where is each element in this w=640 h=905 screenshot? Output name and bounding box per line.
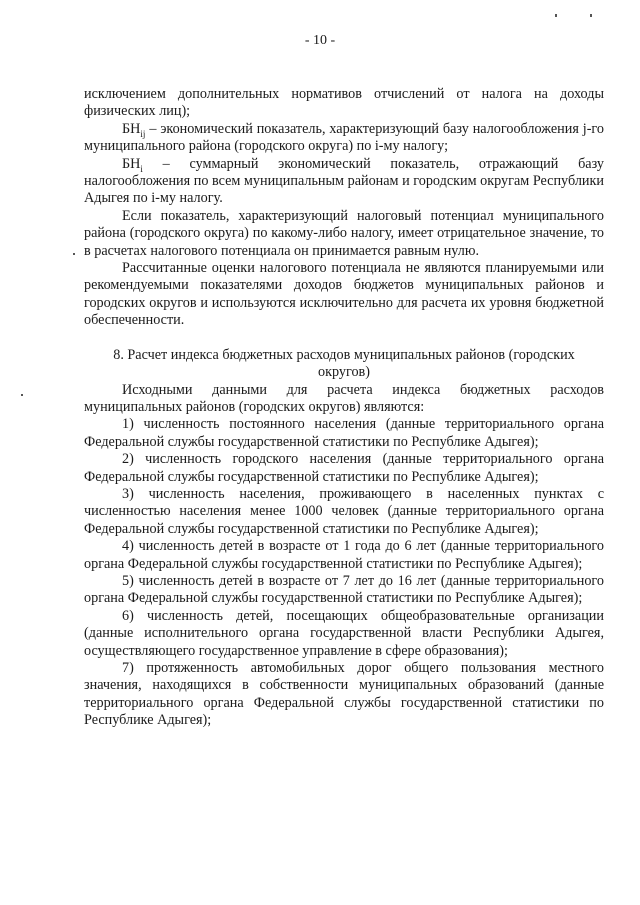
symbol-bn: БН xyxy=(122,120,141,137)
list-item: 4) численность детей в возрасте от 1 года до 6 лет (данные территориального органа Федеральной службы государственной статистики по Республике Адыгея); xyxy=(84,538,604,572)
paragraph-bn-i xyxy=(84,156,604,208)
paragraph-bn-ij xyxy=(84,121,604,156)
symbol-bn: БН xyxy=(122,155,141,172)
page-number: - 10 - xyxy=(304,33,336,48)
section-intro: Исходными данными для расчета индекса бюджетных расходов муниципальных районов (городских округов) являются: xyxy=(84,381,604,415)
list-item: 1) численность постоянного населения (данные территориального органа Федеральной службы государственной статистики по Республике Адыгея); xyxy=(84,416,604,450)
definition-text: – экономический показатель, характеризующий базу налогообложения j-го муниципального района (городского округа) по i-му налогу; xyxy=(84,120,604,155)
list-item: 6) численность детей, посещающих общеобразовательные организации (данные исполнительного органа государственной власти Республики Адыгея, осуществляющего государственное управление в сфере образования); xyxy=(84,607,604,659)
paragraph-negative-value: Если показатель, характеризующий налоговый потенциал муниципального района (городского округа) по какому-либо налогу, имеет отрицательное значение, то в расчетах налогового потенциала он принимается равным нулю. xyxy=(84,207,604,259)
symbol-subscript: ij xyxy=(140,128,146,139)
document-body xyxy=(84,86,604,730)
section-heading: 8. Расчет индекса бюджетных расходов муниципальных районов (городских округов) xyxy=(113,346,575,381)
list-item: 7) протяженность автомобильных дорог общего пользования местного значения, находящихся в собственности муниципальных образований (данные территориального органа Федеральной службы государственной статистики по Республике Адыгея); xyxy=(84,660,604,729)
paragraph-estimates: Рассчитанные оценки налогового потенциала не являются планируемыми или рекомендуемыми показателями доходов бюджетов муниципальных районов и городских округов и используются исключительно для расчета их уровня бюджетной обеспеченности. xyxy=(84,260,604,329)
paragraph-continuation: исключением дополнительных нормативов отчислений от налога на доходы физических лиц); xyxy=(84,86,604,120)
scan-mark xyxy=(555,14,557,17)
list-item: 2) численность городского населения (данные территориального органа Федеральной службы государственной статистики по Республике Адыгея); xyxy=(84,451,604,485)
definition-text: – суммарный экономический показатель, отражающий базу налогообложения по всем муниципальным районам и городским округам Республики Адыгея по i-му налогу. xyxy=(84,155,604,207)
scan-mark xyxy=(590,14,592,17)
symbol-subscript: i xyxy=(140,163,143,174)
list-item: 3) численность населения, проживающего в населенных пунктах с численностью населения менее 1000 человек (данные территориального органа Федеральной службы государственной статистики по Республике Адыгея); xyxy=(84,485,604,537)
scan-mark xyxy=(21,394,23,396)
scan-mark xyxy=(73,253,75,255)
list-item: 5) численность детей в возрасте от 7 лет до 16 лет (данные территориального органа Федеральной службы государственной статистики по Республике Адыгея); xyxy=(84,572,604,607)
